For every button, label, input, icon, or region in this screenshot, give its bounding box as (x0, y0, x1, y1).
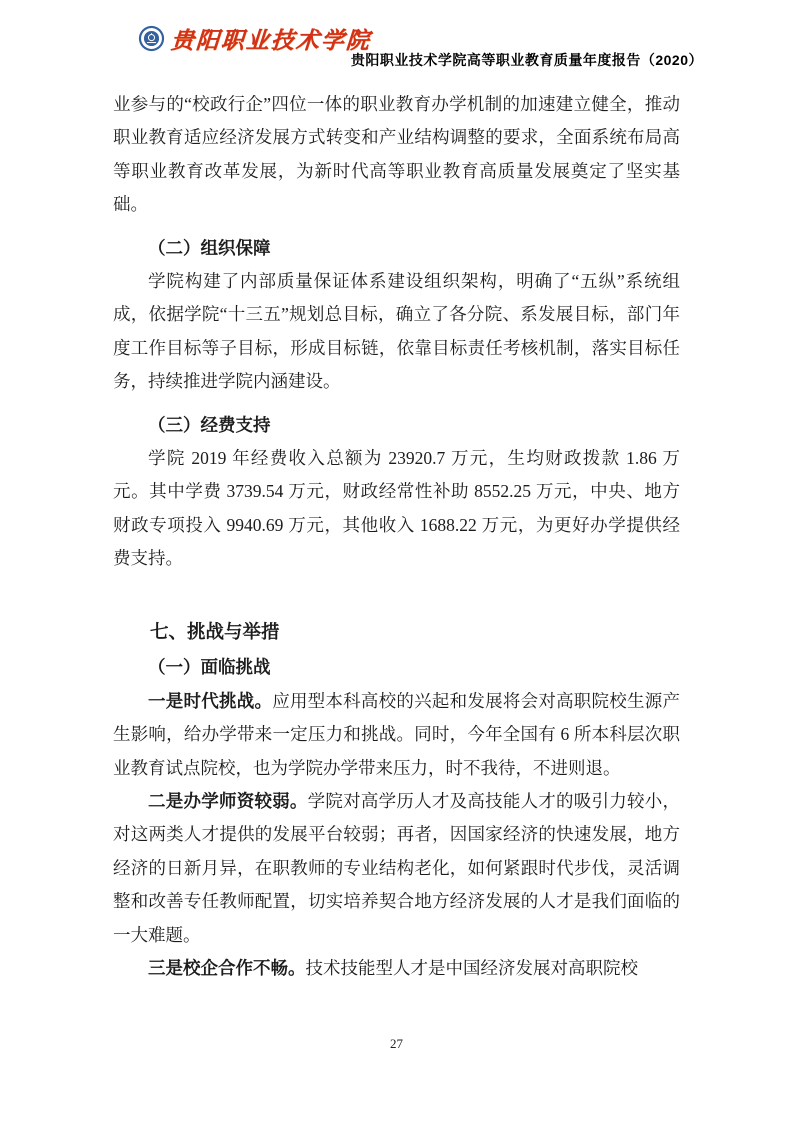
section-heading-funding-support: （三）经费支持 (148, 414, 271, 435)
paragraph-organizational-support: 学院构建了内部质量保证体系建设组织架构，明确了“五纵”系统组成，依据学院“十三五”规划总目标，确立了各分院、系发展目标，部门年度工作目标等子目标，形成目标链，依靠目标责任考核机制，落实目标任务，持续推进学院内涵建设。 (113, 271, 680, 392)
paragraph-challenge-2 (113, 785, 680, 952)
page-footer (0, 1036, 793, 1052)
page-number: 27 (390, 1036, 403, 1051)
document-body (113, 88, 680, 985)
challenge-3-text: 技术技能型人才是中国经济发展对高职院校 (305, 957, 638, 978)
college-logo-script: 贵阳职业技术学院 (169, 28, 372, 53)
challenge-1-lead: 一是时代挑战。 (148, 690, 273, 711)
college-logo (138, 22, 371, 55)
report-header-title: 贵阳职业技术学院高等职业教育质量年度报告（2020） (350, 52, 703, 68)
college-emblem-icon (138, 25, 165, 52)
section-heading-organizational-support: （二）组织保障 (148, 237, 271, 258)
challenge-2-lead: 二是办学师资较弱。 (148, 790, 308, 811)
challenge-3-lead: 三是校企合作不畅。 (148, 957, 306, 978)
paragraph-challenge-1 (113, 685, 680, 785)
paragraph-funding-support: 学院 2019 年经费收入总额为 23920.7 万元，生均财政拨款 1.86 万元。其中学费 3739.54 万元，财政经常性补助 8552.25 万元，中央、地方财政专项投入 9940.69 万元，其他收入 1688.22 万元，为更好办学提供经费支持。 (113, 448, 680, 569)
subsection-heading-facing-challenges: （一）面临挑战 (148, 656, 271, 677)
paragraph-challenge-3 (113, 952, 680, 985)
chapter-heading-challenges-and-measures: 七、挑战与举措 (150, 620, 280, 642)
challenge-1-text: 应用型本科高校的兴起和发展将会对高职院校生源产生影响，给办学带来一定压力和挑战。同时，今年全国有 6 所本科层次职业教育试点院校，也为学院办学带来压力，时不我待，不进则退。 (113, 690, 681, 778)
challenge-2-text: 学院对高学历人才及高技能人才的吸引力较小，对这两类人才提供的发展平台较弱；再者，因国家经济的快速发展，地方经济的日新月异，在职教师的专业结构老化，如何紧跟时代步伐，灵活调整和改善专任教师配置，切实培养契合地方经济发展的人才是我们面临的一大难题。 (113, 790, 680, 945)
paragraph-intro-continuation: 业参与的“校政行企”四位一体的职业教育办学机制的加速建立健全，推动职业教育适应经济发展方式转变和产业结构调整的要求，全面系统布局高等职业教育改革发展，为新时代高等职业教育高质量发展奠定了坚实基础。 (113, 94, 680, 215)
page-header (138, 20, 703, 70)
